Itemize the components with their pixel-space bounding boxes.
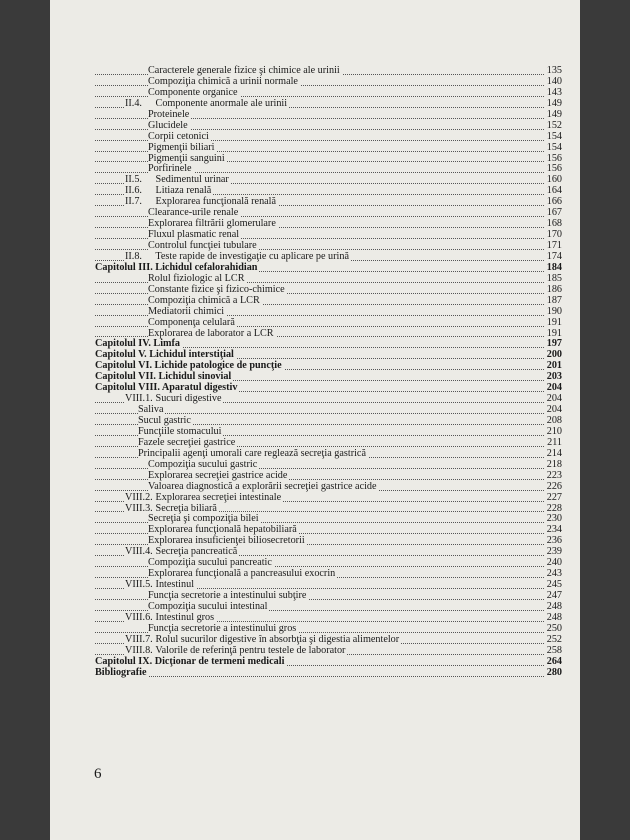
toc-title-text: Principalii agenţi umorali care reglează secreţia gastrică xyxy=(138,447,366,459)
toc-page-number: 154 xyxy=(546,130,562,142)
toc-page-number: 208 xyxy=(546,415,562,426)
toc-section-number: II.7. xyxy=(125,196,142,208)
toc-page-number: 160 xyxy=(546,174,562,186)
toc-title-text: Sucuri digestive xyxy=(155,393,222,405)
toc-title-text: Litiaza renală xyxy=(155,185,212,197)
toc-page-number: 252 xyxy=(546,633,562,645)
toc-title-text: Componente anormale ale urinii xyxy=(155,97,288,109)
toc-title-text: Fazele secreţiei gastrice xyxy=(138,436,236,448)
toc-page-number: 156 xyxy=(546,152,562,164)
toc-title-text: Porfirinele xyxy=(148,163,192,175)
toc-title-text: Funcţia secretorie a intestinului gros xyxy=(148,622,297,634)
toc-section-number: II.4. xyxy=(125,97,142,109)
toc-title-text: Pigmenţii sanguini xyxy=(148,152,225,164)
toc-page-number: 248 xyxy=(546,611,562,623)
toc-title-text: Explorarea de laborator a LCR xyxy=(148,327,274,339)
toc-title-text: Sucul gastric xyxy=(138,415,191,426)
toc-title-text: Funcţiile stomacului xyxy=(138,425,222,437)
toc-title-text: Rolul sucurilor digestive în absorbţia şi digestia alimentelor xyxy=(155,633,400,645)
toc-page-number: 166 xyxy=(546,196,562,208)
toc-page-number: 174 xyxy=(546,250,562,262)
toc-entry xyxy=(95,657,562,668)
toc-section-number: VIII.2. xyxy=(125,491,153,503)
toc-entry-title xyxy=(95,668,149,679)
toc-page-number: 167 xyxy=(546,207,562,219)
toc-title-text: Teste rapide de investigaţie cu aplicare pe urină xyxy=(155,250,349,262)
toc-title-text: Secreţia şi compoziţia bilei xyxy=(148,513,259,525)
toc-page-number: 248 xyxy=(546,600,562,612)
toc-section-number: VIII.7. xyxy=(125,633,153,645)
toc-page-number: 230 xyxy=(546,513,562,525)
toc-page-number: 236 xyxy=(546,535,562,547)
toc-page-number: 245 xyxy=(546,579,562,591)
toc-title-text: Explorarea funcţională renală xyxy=(155,196,277,208)
toc-page-number: 197 xyxy=(546,338,562,350)
toc-page-number: 152 xyxy=(546,119,562,131)
toc-page-number: 214 xyxy=(546,447,562,459)
toc-title-text: Intestinul xyxy=(155,579,195,591)
toc-title-text: Secreţia pancreatică xyxy=(155,546,238,558)
toc-title-text: Explorarea funcţională hepatobiliară xyxy=(148,524,297,536)
toc-title-text: Capitolul IX. Dicţionar de termeni medicali xyxy=(95,655,285,667)
toc-page-number: 247 xyxy=(546,590,562,601)
toc-title-text: Glucidele xyxy=(148,119,188,131)
toc-section-number: II.5. xyxy=(125,174,142,186)
toc-page-number: 149 xyxy=(546,108,562,120)
toc-title-text: Clearance-urile renale xyxy=(148,207,239,219)
toc-page-number: 280 xyxy=(546,666,562,678)
toc-page-number: 264 xyxy=(546,655,562,667)
toc-section-number: VIII.3. xyxy=(125,502,153,514)
toc-title-text: Componente organice xyxy=(148,86,238,98)
toc-title-text: Bibliografie xyxy=(95,666,147,678)
toc-title-text: Proteinele xyxy=(148,108,190,120)
toc-page-number: 185 xyxy=(546,272,562,284)
toc-title-text: Explorarea secreţiei intestinale xyxy=(155,491,282,503)
toc-title-text: Capitolul V. Lichidul interstiţial xyxy=(95,349,234,361)
toc-page-number: 149 xyxy=(546,97,562,109)
toc-title-text: Explorarea filtrării glomerulare xyxy=(148,218,276,230)
toc-title-text: Capitolul VIII. Aparatul digestiv xyxy=(95,382,238,394)
toc-title-text: Compoziţia sucului intestinal xyxy=(148,600,268,612)
toc-title-text: Valorile de referinţă pentru testele de laborator xyxy=(155,644,346,656)
toc-page-number: 210 xyxy=(546,425,562,437)
toc-page-number: 154 xyxy=(546,141,562,153)
toc-section-number: VIII.6. xyxy=(125,611,153,623)
toc-page-number: 250 xyxy=(546,622,562,634)
toc-title-text: Capitolul VII. Lichidul sinovial xyxy=(95,371,232,383)
toc-page-number: 258 xyxy=(546,644,562,656)
table-of-contents xyxy=(95,66,562,679)
toc-section-number: VIII.5. xyxy=(125,579,153,591)
toc-title-text: Corpii cetonici xyxy=(148,130,209,142)
toc-title-text: Rolul fiziologic al LCR xyxy=(148,272,245,284)
toc-page-number: 204 xyxy=(546,393,562,405)
toc-title-text: Componenţa celulară xyxy=(148,316,235,328)
toc-page-number: 135 xyxy=(546,65,562,76)
page-number: 6 xyxy=(94,766,102,782)
toc-title-text: Capitolul VI. Lichide patologice de puncţie xyxy=(95,360,282,372)
toc-page-number: 204 xyxy=(546,404,562,416)
toc-page-number: 184 xyxy=(546,261,562,273)
toc-page-number: 204 xyxy=(546,382,562,394)
toc-entry xyxy=(95,394,562,405)
toc-page-number: 200 xyxy=(546,349,562,361)
toc-page-number: 164 xyxy=(546,185,562,197)
toc-title-text: Pigmenţii biliari xyxy=(148,141,215,153)
toc-page-number: 143 xyxy=(546,86,562,98)
toc-page-number: 203 xyxy=(546,371,562,383)
toc-title-text: Secreţia biliară xyxy=(155,502,217,514)
toc-title-text: Explorarea funcţională a pancreasului exocrin xyxy=(148,568,336,580)
toc-title-text: Mediatorii chimici xyxy=(148,305,225,317)
toc-title-text: Constante fizice şi fizico-chimice xyxy=(148,283,285,295)
toc-page-number: 156 xyxy=(546,163,562,175)
toc-title-text: Sedimentul urinar xyxy=(155,174,229,186)
toc-title-text: Compoziţia sucului pancreatic xyxy=(148,557,272,569)
toc-page-number: 190 xyxy=(546,305,562,317)
toc-title-text: Explorarea secreţiei gastrice acide xyxy=(148,469,288,481)
toc-page-number: 226 xyxy=(546,480,562,492)
toc-title-text: Intestinul gros xyxy=(155,611,215,623)
toc-title-text: Funcţia secretorie a intestinului subţire xyxy=(148,590,307,601)
toc-section-number: VIII.1. xyxy=(125,393,153,405)
toc-entry xyxy=(95,668,562,679)
toc-page-number: 140 xyxy=(546,75,562,87)
dot-leader xyxy=(95,676,562,677)
toc-section-number: VIII.4. xyxy=(125,546,153,558)
toc-section-number: VIII.8. xyxy=(125,644,153,656)
toc-title-text: Compoziţia chimică a urinii normale xyxy=(148,75,298,87)
toc-page-number: 187 xyxy=(546,294,562,306)
toc-page-number: 168 xyxy=(546,218,562,230)
toc-page-number: 240 xyxy=(546,557,562,569)
toc-title-text: Compoziţia chimică a LCR xyxy=(148,294,260,306)
toc-title-text: Valoarea diagnostică a explorării secreţiei gastrice acide xyxy=(148,480,377,492)
book-page xyxy=(50,0,580,840)
toc-page-number: 234 xyxy=(546,524,562,536)
toc-page-number: 223 xyxy=(546,469,562,481)
toc-title-text: Explorarea insuficienţei biliosecretorii xyxy=(148,535,305,547)
toc-page-number: 218 xyxy=(546,458,562,470)
toc-page-number: 171 xyxy=(546,240,562,251)
toc-page-number: 191 xyxy=(546,316,562,328)
toc-page-number: 191 xyxy=(546,327,562,339)
toc-section-number: II.8. xyxy=(125,250,142,262)
toc-section-number: II.6. xyxy=(125,185,142,197)
toc-title-text: Capitolul III. Lichidul cefalorahidian xyxy=(95,261,258,273)
toc-title-text: Compoziţia sucului gastric xyxy=(148,458,258,470)
toc-page-number: 170 xyxy=(546,229,562,241)
toc-title-text: Controlul funcţiei tubulare xyxy=(148,240,257,251)
toc-page-number: 228 xyxy=(546,502,562,514)
toc-title-text: Fluxul plasmatic renal xyxy=(148,229,240,241)
toc-page-number: 201 xyxy=(546,360,562,372)
toc-page-number: 239 xyxy=(546,546,562,558)
toc-page-number: 243 xyxy=(546,568,562,580)
toc-title-text: Capitolul IV. Limfa xyxy=(95,338,181,350)
toc-title-text: Saliva xyxy=(138,404,164,416)
toc-page-number: 186 xyxy=(546,283,562,295)
toc-page-number: 227 xyxy=(546,491,562,503)
toc-title-text: Caracterele generale fizice şi chimice ale urinii xyxy=(148,65,340,76)
toc-page-number: 211 xyxy=(547,436,562,448)
